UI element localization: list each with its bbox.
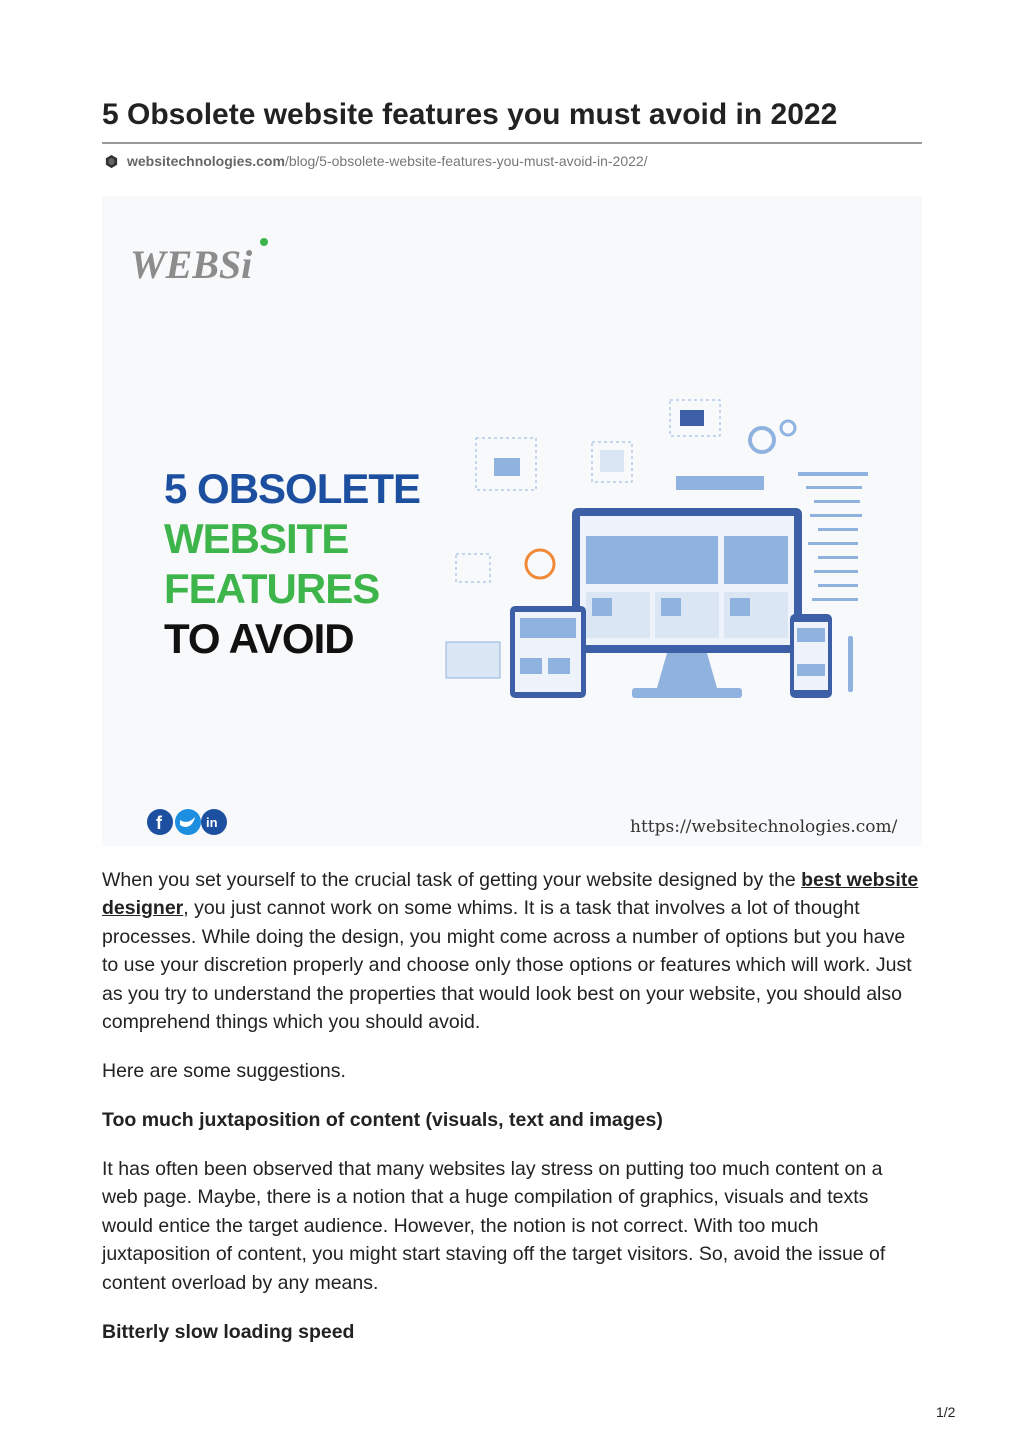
hero-headline-line3: FEATURES [164,565,380,612]
site-favicon-icon [104,154,119,169]
hero-image [102,196,922,846]
intro-text-1: When you set yourself to the crucial task of getting your website designed by the [102,869,802,891]
source-domain[interactable]: websitechnologies.com [127,153,285,169]
hero-headline-line4: TO AVOID [164,615,354,662]
page-number: 1/2 [936,1404,956,1420]
section-heading-loading-speed: Bitterly slow loading speed [102,1321,355,1343]
hero-headline-line1: 5 OBSOLETE [164,465,421,512]
hero-headline-line2: WEBSITE [164,515,349,562]
section-heading-juxtaposition: Too much juxtaposition of content (visuals, text and images) [102,1109,663,1131]
websi-logo: WEBSi [130,242,253,287]
title-divider [102,142,922,144]
intro-paragraph [102,866,922,1036]
page-title: 5 Obsolete website features you must avoid in 2022 [102,98,838,131]
svg-text:f: f [156,813,162,833]
svg-text:in: in [206,815,218,830]
juxtaposition-paragraph: It has often been observed that many websites lay stress on putting too much content on a web page. Maybe, there is a notion that a huge compilation of graphics, visuals and texts would entice the target audience. However, the notion is not correct. With too much juxtaposition of content, you might start staving off the target visitors. So, avoid the issue of content overload by any means. [102,1158,886,1294]
best-website-designer-link[interactable]: best website designer [102,869,919,920]
intro-text-2: , you just cannot work on some whims. It is a task that involves a lot of thought processes. While doing the design, you might come across a number of options but you have to use your discretion properly and choose only those options or features which will work. Just as you try to understand the properties that would look best on your website, you should also comprehend things which you should avoid. [102,897,912,1034]
source-path[interactable]: /blog/5-obsolete-website-features-you-must-avoid-in-2022/ [284,153,648,169]
social-icons [147,809,227,835]
logo-dot-icon [260,238,268,246]
hero-url-text: https://websitechnologies.com/ [630,817,898,837]
suggestions-paragraph: Here are some suggestions. [102,1060,346,1082]
source-url[interactable] [104,151,648,171]
